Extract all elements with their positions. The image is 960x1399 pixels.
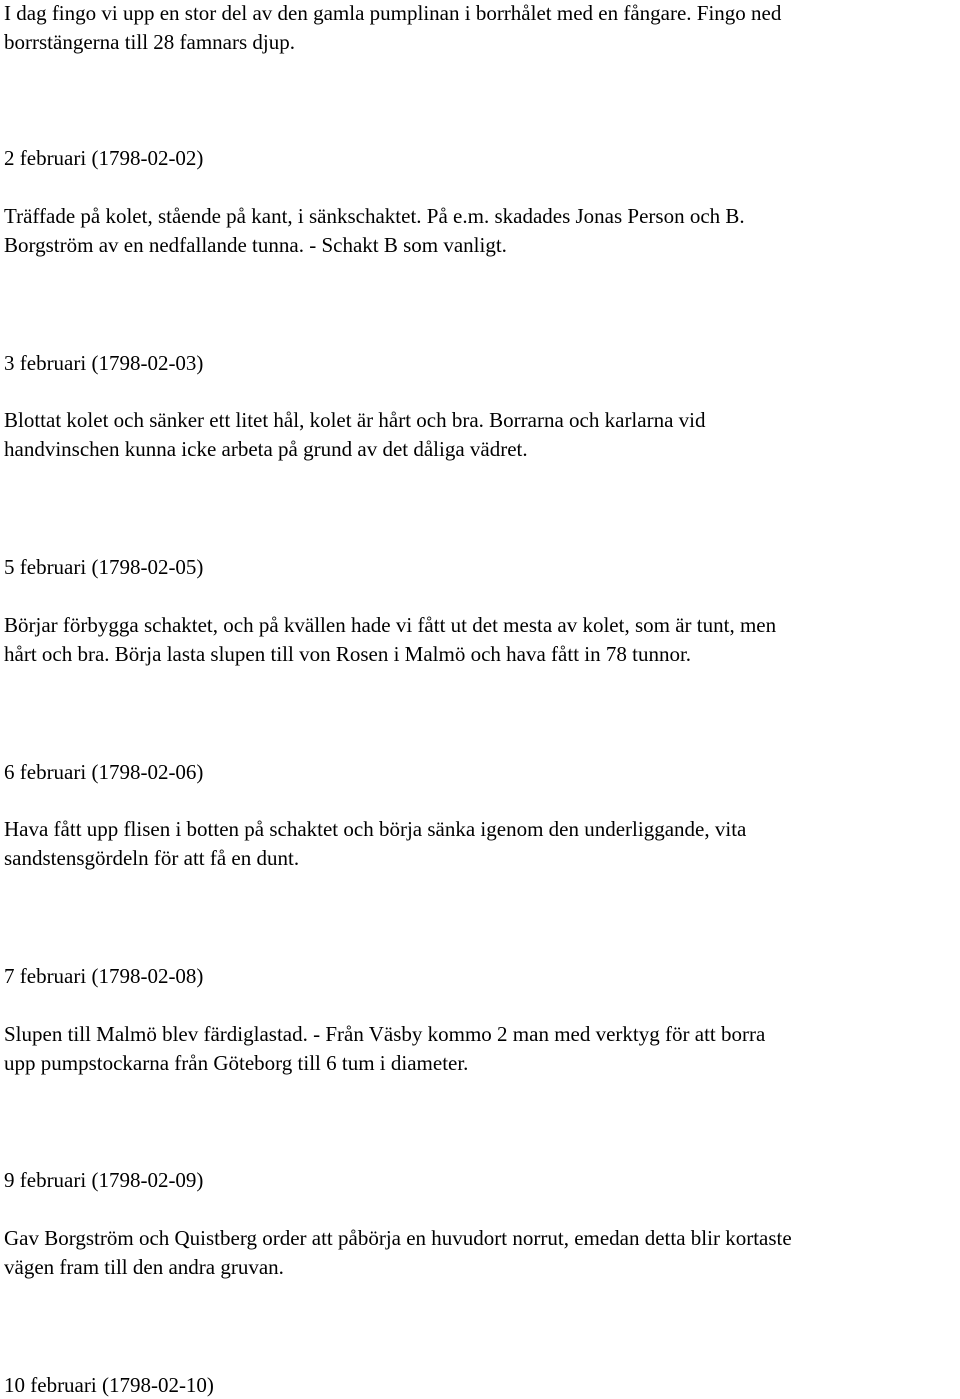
intro-paragraph xyxy=(4,0,781,57)
text-line: Gav Borgström och Quistberg order att påbörja en huvudort norrut, emedan detta blir kortaste xyxy=(4,1226,792,1250)
entry-date: 9 februari (1798-02-09) xyxy=(4,1168,204,1192)
entry-paragraph xyxy=(4,1020,765,1078)
text-line: Blottat kolet och sänker ett litet hål, kolet är hårt och bra. Borrarna och karlarna vid xyxy=(4,408,706,432)
text-line: hårt och bra. Börja lasta slupen till von Rosen i Malmö och hava fått in 78 tunnor. xyxy=(4,642,692,666)
entry-date: 7 februari (1798-02-08) xyxy=(4,964,204,988)
entry-date: 2 februari (1798-02-02) xyxy=(4,146,204,170)
entry-paragraph xyxy=(4,815,746,873)
text-line: handvinschen kunna icke arbeta på grund av det dåliga vädret. xyxy=(4,437,528,461)
text-line: vägen fram till den andra gruvan. xyxy=(4,1255,284,1279)
entry-date: 10 februari (1798-02-10) xyxy=(4,1373,214,1397)
entry-paragraph xyxy=(4,611,776,669)
text-line: sandstensgördeln för att få en dunt. xyxy=(4,846,300,870)
text-line: Borgström av en nedfallande tunna. - Schakt B som vanligt. xyxy=(4,233,507,257)
text-line: Börjar förbygga schaktet, och på kvällen hade vi fått ut det mesta av kolet, som är tunt, men xyxy=(4,613,777,637)
entry-date: 5 februari (1798-02-05) xyxy=(4,555,204,579)
entry-paragraph xyxy=(4,406,706,464)
text-line: Träffade på kolet, stående på kant, i sänkschaktet. På e.m. skadades Jonas Person och B. xyxy=(4,204,745,228)
entry-date: 3 februari (1798-02-03) xyxy=(4,351,204,375)
entry-paragraph xyxy=(4,202,745,260)
text-line: borrstängerna till 28 famnars djup. xyxy=(4,30,296,54)
entry-date: 6 februari (1798-02-06) xyxy=(4,760,204,784)
text-line: Slupen till Malmö blev färdiglastad. - Från Väsby kommo 2 man med verktyg för att borra xyxy=(4,1022,766,1046)
entry-paragraph xyxy=(4,1224,792,1282)
text-line: Hava fått upp flisen i botten på schaktet och börja sänka igenom den underliggande, vita xyxy=(4,817,747,841)
text-line: I dag fingo vi upp en stor del av den gamla pumplinan i borrhålet med en fångare. Fingo ned xyxy=(4,1,782,25)
text-line: upp pumpstockarna från Göteborg till 6 tum i diameter. xyxy=(4,1051,469,1075)
